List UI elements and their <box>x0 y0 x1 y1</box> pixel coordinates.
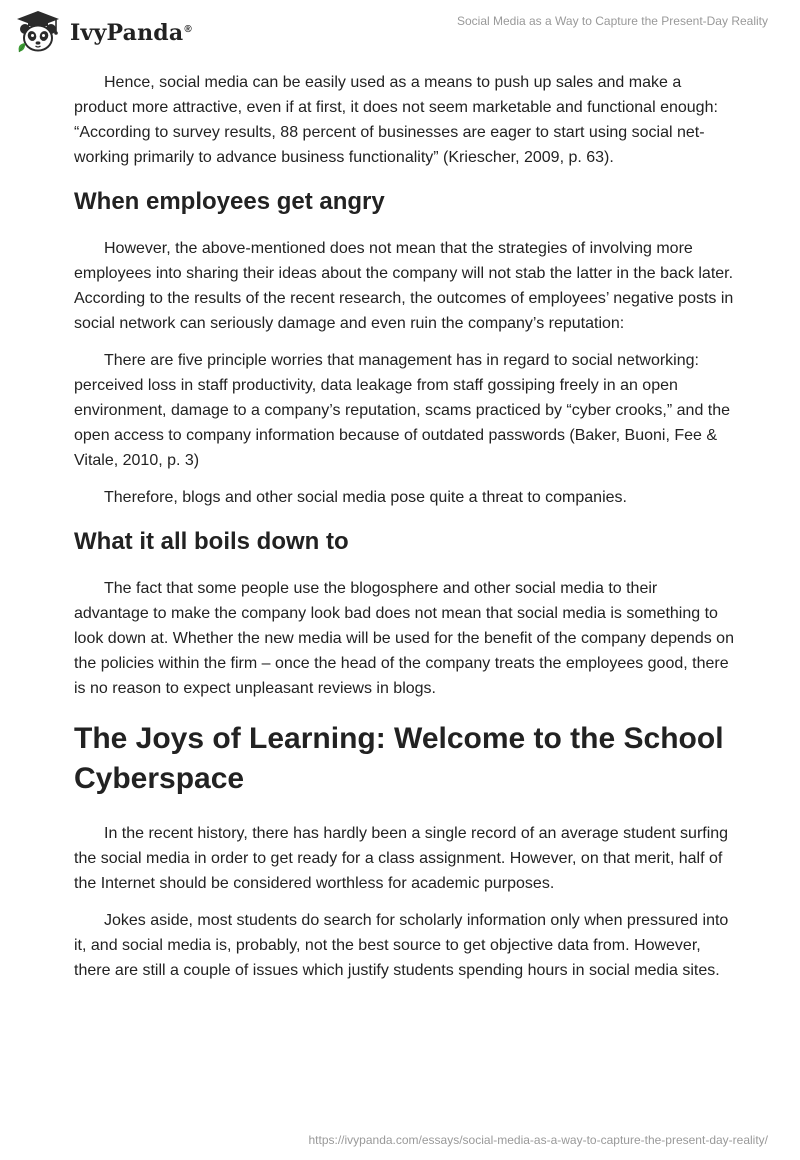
heading-joys-of-learning: The Joys of Learning: Welcome to the School Cyberspace <box>74 722 724 795</box>
paragraph-blogosphere: The fact that some people use the blogosphere and other social media to their advantage to make the company look bad does not mean that social media is something to look down at. Whether the new media will be used for the benefit of the company depends on the policies within the firm – once the head of the company treats the employees good, there is no reason to expect unpleasant reviews in blogs. <box>74 580 734 697</box>
footer-source-url[interactable]: https://ivypanda.com/essays/social-media-as-a-way-to-capture-the-present-day-reality/ <box>308 1133 768 1147</box>
heading-boils-down: What it all boils down to <box>74 528 349 555</box>
paragraph-negative-posts: However, the above-mentioned does not mean that the strategies of involving more employees into sharing their ideas about the company will not stab the latter in the back later. According to the results of the recent research, the outcomes of employees’ negative posts in social network can seriously damage and even ruin the company’s reputation: <box>74 240 734 332</box>
essay-content <box>74 70 734 995</box>
paragraph-threat: Therefore, blogs and other social media pose quite a threat to companies. <box>104 489 627 506</box>
logo-wordmark <box>70 20 192 46</box>
paragraph-sales: Hence, social media can be easily used as a means to push up sales and make a product more attractive, even if at first, it does not seem marketable and functional enough: “According to survey results, 88 percent of businesses are eager to start using social net-working primarily to advance business functionality” (Kriescher, 2009, p. 63). <box>74 74 718 166</box>
document-title: Social Media as a Way to Capture the Present-Day Reality <box>456 14 768 28</box>
logo-registered-mark: ® <box>184 23 192 35</box>
paragraph-five-worries-quote: There are five principle worries that management has in regard to social networking: perceived loss in staff productivity, data leakage from staff gossiping freely in an open environment, damage to a company’s reputation, scams practiced by “cyber crooks,” and the open access to company information because of outdated passwords (Baker, Buoni, Fee & Vitale, 2010, p. 3) <box>74 352 731 469</box>
paragraph-recent-history: In the recent history, there has hardly been a single record of an average student surfing the social media in order to get ready for a class assignment. However, on that merit, half of the Internet should be considered worthless for academic purposes. <box>74 825 729 892</box>
panda-logo-icon <box>14 8 62 56</box>
heading-employees-angry: When employees get angry <box>74 188 385 215</box>
logo-text: IvyPanda <box>70 20 184 46</box>
page-header <box>0 0 800 60</box>
paragraph-jokes-aside: Jokes aside, most students do search for scholarly information only when pressured into it, and social media is, probably, not the best source to get objective data from. However, there are still a couple of issues which justify students spending hours in social media sites. <box>74 912 729 979</box>
ivypanda-logo[interactable] <box>14 8 192 56</box>
